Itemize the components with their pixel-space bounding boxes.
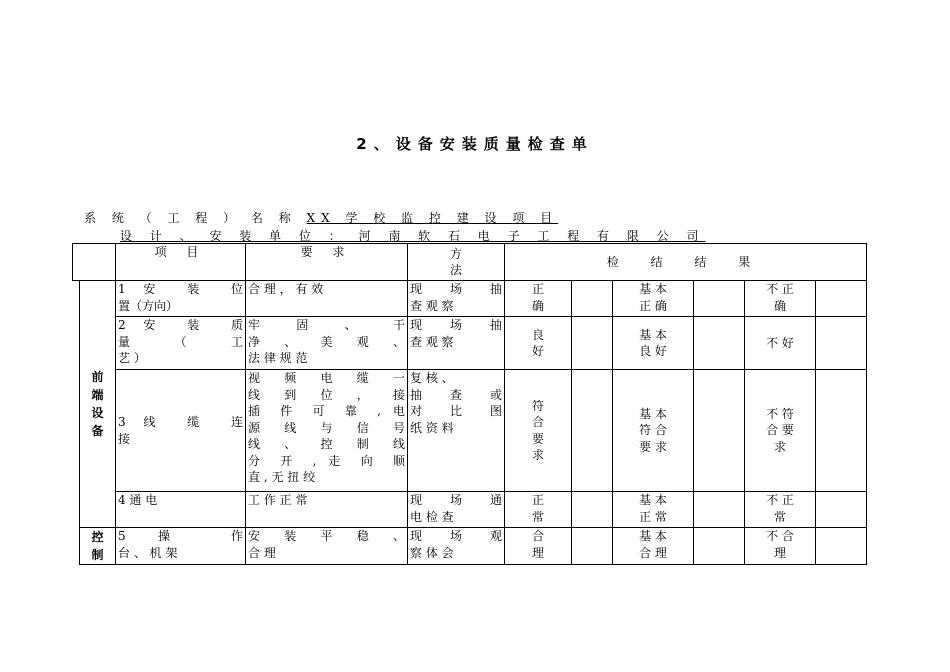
result-good-check: [572, 317, 613, 370]
table-row: [73, 317, 867, 370]
method-cell: 现 场 抽 查 观 察: [408, 317, 505, 370]
result-bad-cell: 不 合 理: [745, 528, 816, 565]
header-item: 项 目: [116, 244, 246, 281]
result-bad-check: [816, 281, 867, 317]
result-good-check: [572, 492, 613, 528]
table-row: [73, 281, 867, 317]
left-gap-cell: [73, 281, 80, 528]
header-method: 方 法: [408, 244, 505, 281]
header-result: 检 结 结 果: [505, 244, 867, 281]
inspection-table: [72, 243, 867, 565]
item-cell: 2 安 装 质 量 （ 工 艺 ）: [116, 317, 246, 370]
header-blank-cell: [73, 244, 116, 281]
system-name-line: [84, 209, 558, 226]
install-unit-line: [120, 227, 706, 244]
result-bad-check: [816, 528, 867, 565]
result-basic-cell: 基 本 良 好: [613, 317, 694, 370]
result-basic-cell: 基 本 合 理: [613, 528, 694, 565]
result-bad-check: [816, 370, 867, 492]
requirement-cell: 合 理 ， 有 效: [246, 281, 408, 317]
table-header-row: [73, 244, 867, 281]
method-cell: 复 核 、 抽 查 或 对 比 图 纸 资 料: [408, 370, 505, 492]
result-basic-check: [694, 528, 745, 565]
left-gap-cell: [73, 528, 80, 565]
result-good-check: [572, 281, 613, 317]
system-name-value: XX 学 校 监 控 建 设 项 目: [306, 211, 559, 225]
result-good-cell: 合 理: [505, 528, 572, 565]
item-cell: 3 线 缆 连 接: [116, 370, 246, 492]
header-requirement: 要 求: [246, 244, 408, 281]
system-name-label: 系 统 （ 工 程 ） 名 称: [84, 211, 297, 225]
requirement-cell: 视 频 电 缆 一 线 到 位 ， 接 插 件 可 靠 , 电 源 线 与 信 号 线 、 控 制 线 分 开 , 走 向 顺 直 , 无 扭 绞: [246, 370, 408, 492]
result-basic-cell: 基 本 正 确: [613, 281, 694, 317]
result-basic-check: [694, 317, 745, 370]
result-good-cell: 良 好: [505, 317, 572, 370]
group-front-end: 前 端 设 备: [80, 281, 116, 528]
group-control: 控 制: [80, 528, 116, 565]
result-bad-cell: 不 符 合 要 求: [745, 370, 816, 492]
result-good-check: [572, 528, 613, 565]
item-cell: 1 安 装 位 置（方向）: [116, 281, 246, 317]
result-basic-check: [694, 492, 745, 528]
method-cell: 现 场 抽 查 观 察: [408, 281, 505, 317]
result-bad-cell: 不 好: [745, 317, 816, 370]
result-basic-check: [694, 281, 745, 317]
result-basic-check: [694, 370, 745, 492]
result-bad-check: [816, 317, 867, 370]
result-basic-cell: 基 本 符 合 要 求: [613, 370, 694, 492]
requirement-cell: 工 作 正 常: [246, 492, 408, 528]
item-cell: 4 通 电: [116, 492, 246, 528]
table-row: [73, 528, 867, 565]
method-cell: 现 场 通 电 检 查: [408, 492, 505, 528]
result-good-cell: 符 合 要 求: [505, 370, 572, 492]
method-cell: 现 场 观 察 体 会: [408, 528, 505, 565]
install-unit-value: 河 南 软 石 电 子 工 程 有 限 公 司: [358, 229, 706, 243]
requirement-cell: 牢 固 、 干 净 、 美 观 、 法 律 规 范: [246, 317, 408, 370]
result-basic-cell: 基 本 正 常: [613, 492, 694, 528]
result-bad-cell: 不 正 常: [745, 492, 816, 528]
table-row: [73, 492, 867, 528]
result-bad-cell: 不 正 确: [745, 281, 816, 317]
table-row: [73, 370, 867, 492]
document-title: 2、设备安装质量检查单: [356, 135, 594, 153]
requirement-cell: 安 装 平 稳 、 合 理: [246, 528, 408, 565]
item-cell: 5 操 作 台 、 机 架: [116, 528, 246, 565]
result-bad-check: [816, 492, 867, 528]
result-good-cell: 正 确: [505, 281, 572, 317]
result-good-check: [572, 370, 613, 492]
install-unit-label: 设 计 、 安 装 单 位 ：: [120, 229, 348, 243]
result-good-cell: 正 常: [505, 492, 572, 528]
